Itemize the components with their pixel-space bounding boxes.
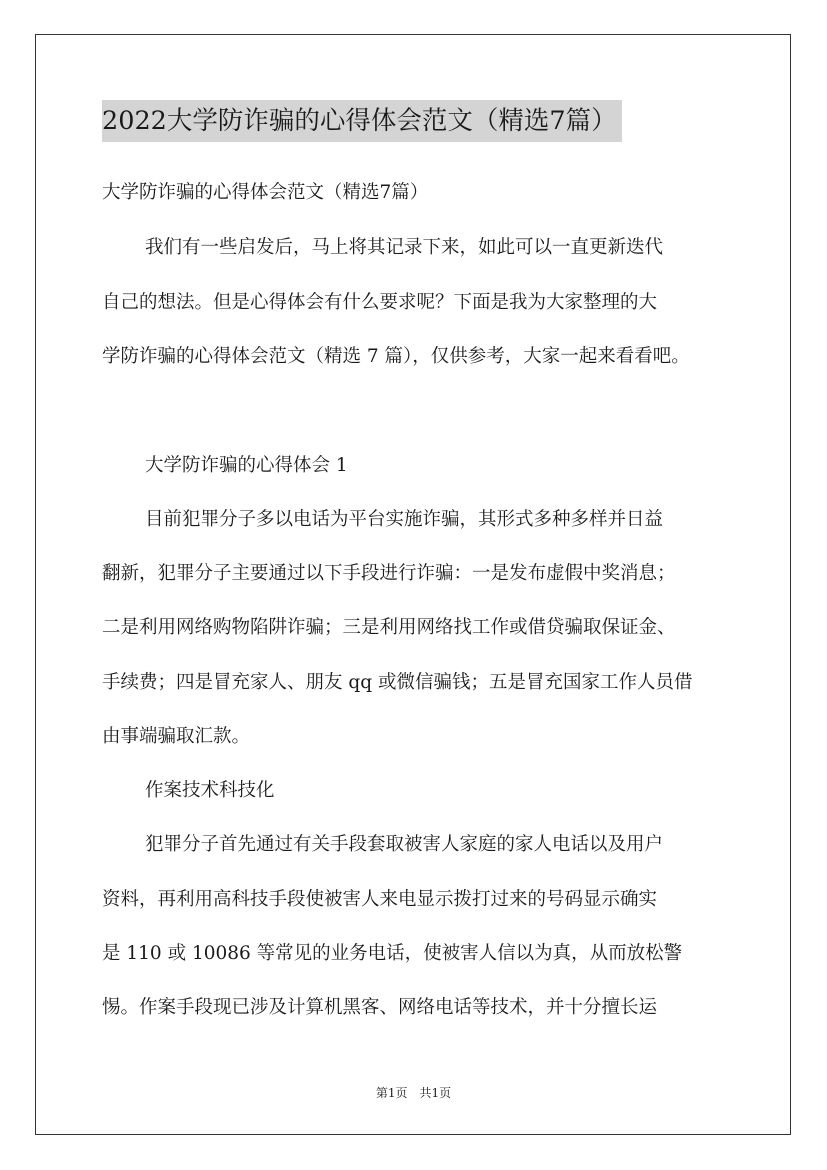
paragraph-line: 自己的想法。但是心得体会有什么要求呢？下面是我为大家整理的大 (102, 292, 658, 313)
paragraph-line: 犯罪分子首先通过有关手段套取被害人家庭的家人电话以及用户 (145, 834, 664, 855)
document-subtitle: 大学防诈骗的心得体会范文（精选7篇） (102, 182, 429, 203)
page-number: 第1页 (375, 1086, 408, 1100)
paragraph-line: 学防诈骗的心得体会范文（精选 7 篇），仅供参考，大家一起来看看吧。 (102, 346, 690, 367)
section-heading: 作案技术科技化 (145, 780, 275, 801)
page-footer (0, 1084, 827, 1101)
paragraph-line: 惕。作案手段现已涉及计算机黑客、网络电话等技术，并十分擅长运 (102, 997, 658, 1018)
paragraph-line: 我们有一些启发后，马上将其记录下来，如此可以一直更新迭代 (145, 237, 664, 258)
page-total: 共1页 (419, 1086, 452, 1100)
paragraph-line: 由事端骗取汇款。 (102, 726, 251, 747)
paragraph-line: 手续费；四是冒充家人、朋友 qq 或微信骗钱；五是冒充国家工作人员借 (102, 672, 693, 693)
paragraph-line: 二是利用网络购物陷阱诈骗；三是利用网络找工作或借贷骗取保证金、 (102, 617, 676, 638)
paragraph-line: 资料，再利用高科技手段使被害人来电显示拨打过来的号码显示确实 (102, 889, 658, 910)
section-heading: 大学防诈骗的心得体会 1 (145, 455, 348, 476)
document-title: 2022大学防诈骗的心得体会范文（精选7篇） (102, 100, 622, 142)
paragraph-line: 翻新，犯罪分子主要通过以下手段进行诈骗：一是发布虚假中奖消息； (102, 563, 676, 584)
paragraph-line: 是 110 或 10086 等常见的业务电话，使被害人信以为真，从而放松警 (102, 943, 683, 964)
paragraph-line: 目前犯罪分子多以电话为平台实施诈骗，其形式多种多样并日益 (145, 509, 664, 530)
